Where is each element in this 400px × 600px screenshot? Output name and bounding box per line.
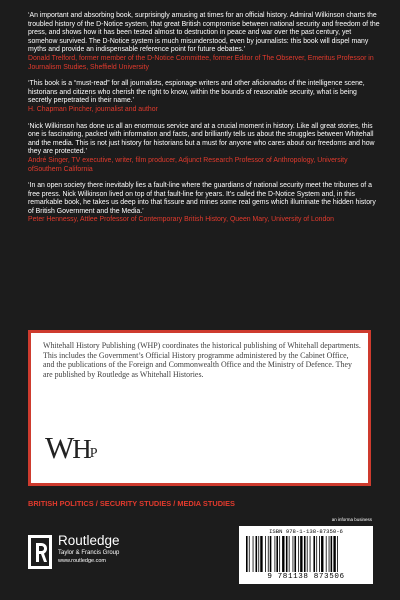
review-quote-hennessy (28, 182, 380, 225)
whp-info-box (28, 330, 371, 486)
quote-attribution: H. Chapman Pincher, journalist and author (28, 105, 158, 113)
isbn-number: ISBN 978-1-138-87350-6 (269, 528, 343, 535)
whp-logo (45, 428, 105, 468)
quote-text: ‘An important and absorbing book, surprisingly amusing at times for an official history. Admiral Wilkinson charts the troubled history of the D-Notice system, that great British compromise between national security and freedom of the press, and shows how it has been tested almost to destruction in peace and war over the past century, yet somehow survived. The D-Notice system is much misunderstood, even by journalists: this book will dispel many myths and provide an indispensable reference point for future debates.’ (28, 12, 380, 54)
barcode-block (239, 526, 373, 584)
publisher-url: www.routledge.com (58, 558, 106, 564)
review-quotes (28, 12, 380, 233)
quote-attribution: Donald Trelford, former member of the D-Notice Committee, former Editor of The Observer, Emeritus Professor in Journalism Studies, Sheffield University (28, 54, 374, 71)
review-quote-trelford (28, 12, 380, 72)
review-quote-pincher (28, 80, 380, 114)
whp-description: Whitehall History Publishing (WHP) coordinates the historical publishing of Whitehall departments. This includes the Government’s Official History programme administered by the Cabinet Office, and the publications of the Foreign and Commonwealth Office and the Ministry of Defence. They are published by Routledge as Whitehall Histories. (43, 341, 361, 379)
quote-attribution: Peter Hennessy, Attlee Professor of Contemporary British History, Queen Mary, University of London (28, 216, 334, 224)
routledge-logo-icon (28, 535, 52, 569)
quote-attribution: André Singer, TV executive, writer, film producer, Adjunct Research Professor of Anthropology, University ofSouthern California (28, 156, 348, 173)
publisher-name: Routledge (58, 533, 120, 548)
whp-logo-letters: WHP (45, 430, 98, 465)
informa-tagline: an informa business (331, 517, 372, 522)
barcode-digits: 9 781138 873506 (267, 573, 345, 581)
barcode-icon (245, 536, 367, 572)
quote-text: ‘In an open society there inevitably lies a fault-line where the guardians of national security meet the tribunes of a free press. Nick Wilkinson lived on top of that fault-line for years. It’s called the D-Notice System and, in this remarkable book, he takes us deep into that fissure and mines some real gems which illuminate the hidden history of British Government and the Media.’ (28, 182, 376, 215)
publisher-group: Taylor & Francis Group (58, 550, 120, 556)
review-quote-singer (28, 123, 380, 175)
quote-text: ‘Nick Wilkinson has done us all an enormous service and at a crucial moment in history. Like all great stories, this one is fascinating, packed with information and facts, and brilliantly tells us about the struggles between Whitehall and the media. This is not just history for historians but a must for anyone who cares about our freedoms and how they are protected.’ (28, 122, 375, 156)
subject-categories: BRITISH POLITICS / SECURITY STUDIES / MEDIA STUDIES (28, 499, 235, 508)
quote-text: ‘This book is a “must-read” for all journalists, espionage writers and other aficionados of the intelligence scene, historians and citizens who cherish the right to know, within the bounds of reasonable security, what is being secretly perpetrated in their name.’ (28, 80, 365, 105)
publisher-block (28, 532, 168, 572)
